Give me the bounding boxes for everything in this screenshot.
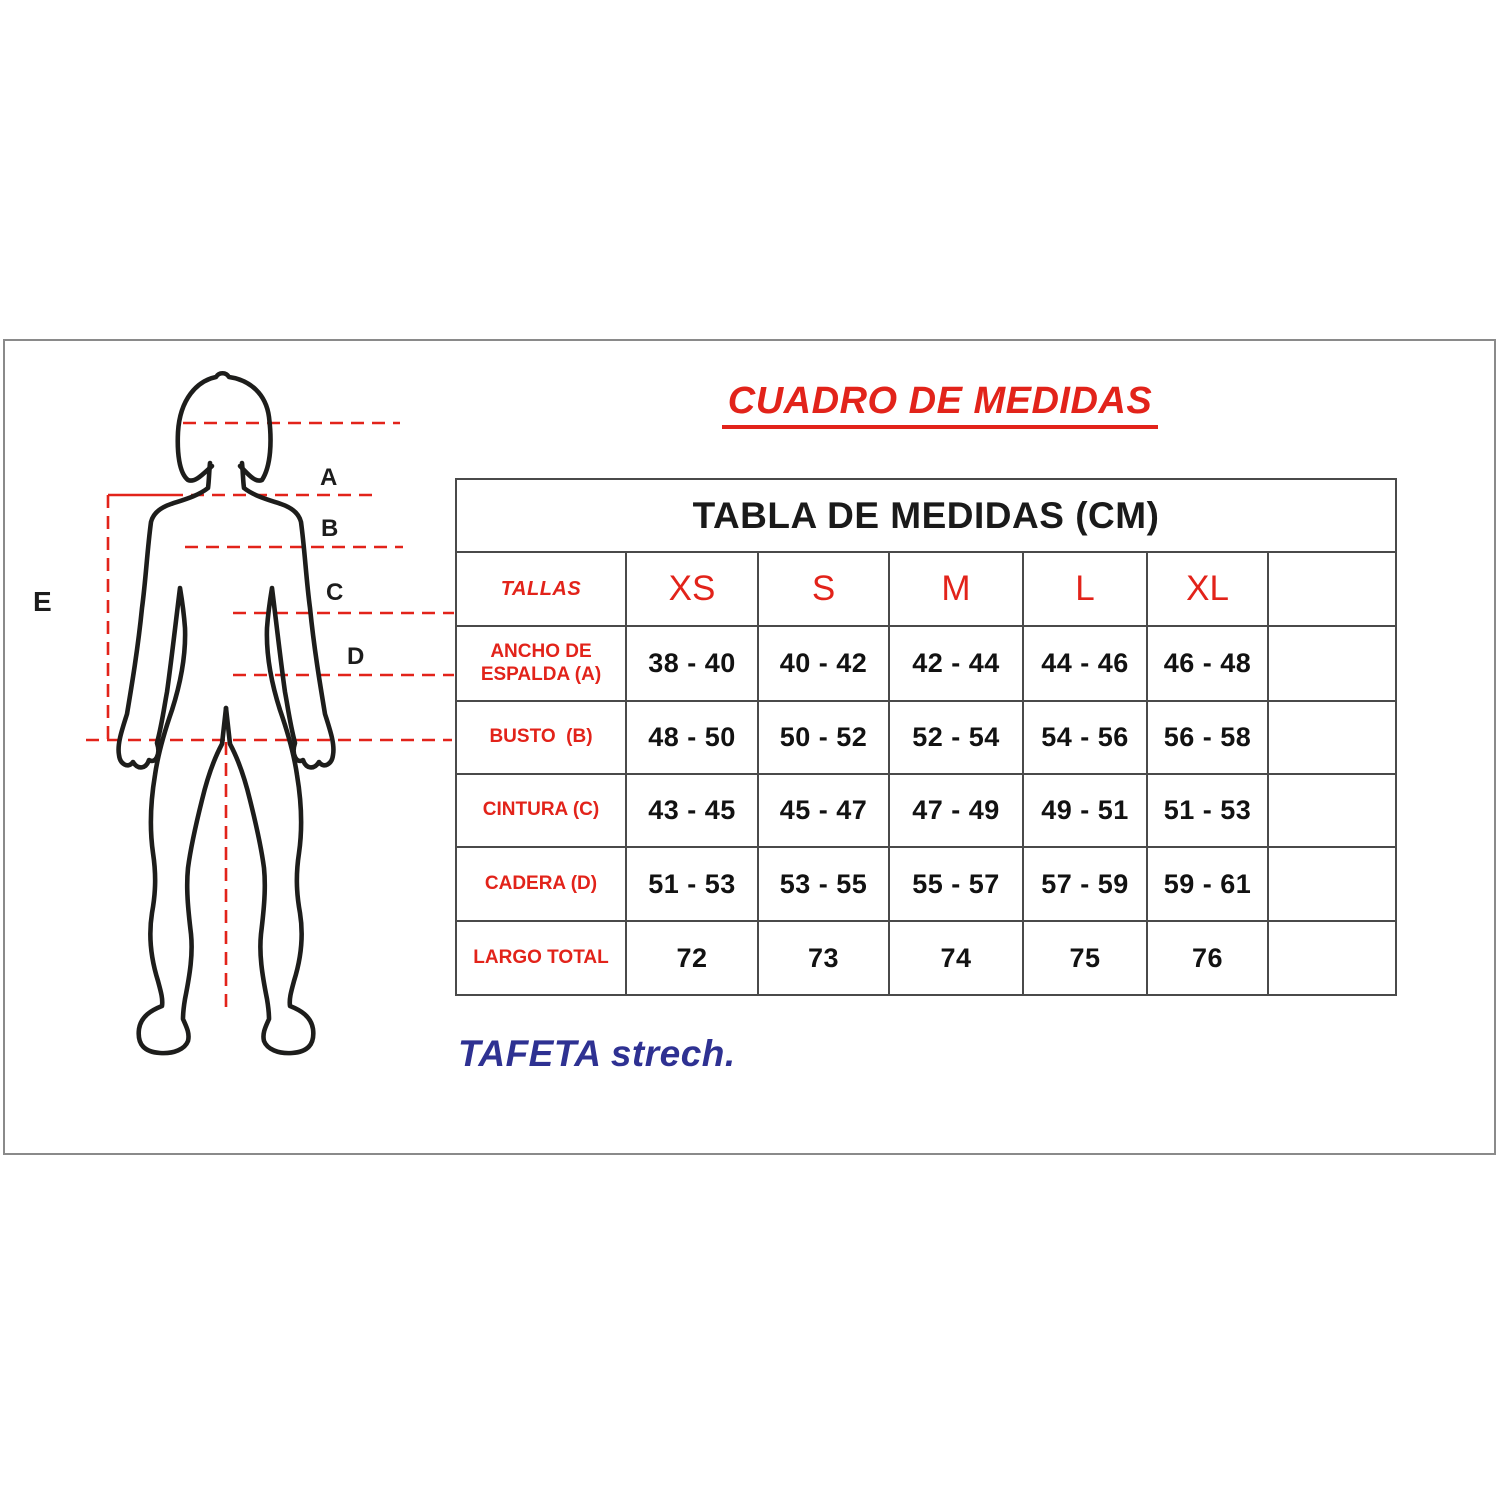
measure-label-a: A <box>320 464 338 491</box>
value-cell: 51 - 53 <box>1147 774 1268 847</box>
row-label: ANCHO DE ESPALDA (A) <box>456 626 626 701</box>
value-cell: 47 - 49 <box>889 774 1023 847</box>
value-cell: 42 - 44 <box>889 626 1023 701</box>
row-label: CINTURA (C) <box>456 774 626 847</box>
row-label: BUSTO (B) <box>456 701 626 774</box>
value-cell: 46 - 48 <box>1147 626 1268 701</box>
value-cell: 53 - 55 <box>758 847 889 921</box>
value-cell: 75 <box>1023 921 1147 995</box>
value-cell: 55 - 57 <box>889 847 1023 921</box>
value-cell: 43 - 45 <box>626 774 758 847</box>
value-cell: 72 <box>626 921 758 995</box>
sizes-row <box>456 552 1396 626</box>
empty-cell <box>1268 552 1396 626</box>
empty-cell <box>1268 774 1396 847</box>
value-cell: 51 - 53 <box>626 847 758 921</box>
fabric-note: TAFETA strech. <box>458 1033 736 1074</box>
value-cell: 45 - 47 <box>758 774 889 847</box>
measure-label-b: B <box>321 515 339 542</box>
value-cell: 57 - 59 <box>1023 847 1147 921</box>
value-cell: 73 <box>758 921 889 995</box>
table-header-row <box>456 479 1396 552</box>
empty-cell <box>1268 847 1396 921</box>
body-outline-left <box>119 463 226 1053</box>
empty-cell <box>1268 921 1396 995</box>
value-cell: 49 - 51 <box>1023 774 1147 847</box>
row-label: CADERA (D) <box>456 847 626 921</box>
size-col-header-s: S <box>758 552 889 626</box>
value-cell: 38 - 40 <box>626 626 758 701</box>
value-cell: 40 - 42 <box>758 626 889 701</box>
value-cell: 59 - 61 <box>1147 847 1268 921</box>
size-col-header-l: L <box>1023 552 1147 626</box>
row-label: LARGO TOTAL <box>456 921 626 995</box>
value-cell: 76 <box>1147 921 1268 995</box>
value-cell: 54 - 56 <box>1023 701 1147 774</box>
measure-label-d: D <box>347 643 365 670</box>
page-title-wrap <box>620 380 1260 429</box>
size-col-header-xl: XL <box>1147 552 1268 626</box>
value-cell: 74 <box>889 921 1023 995</box>
table-row <box>456 847 1396 921</box>
sizes-label-cell: TALLAS <box>456 552 626 626</box>
table-title: TABLA DE MEDIDAS (CM) <box>456 479 1396 552</box>
measure-label-c: C <box>326 579 344 606</box>
value-cell: 50 - 52 <box>758 701 889 774</box>
table-row <box>456 626 1396 701</box>
size-col-header-m: M <box>889 552 1023 626</box>
page-title: CUADRO DE MEDIDAS <box>722 380 1158 429</box>
empty-cell <box>1268 626 1396 701</box>
size-col-header-xs: XS <box>626 552 758 626</box>
value-cell: 48 - 50 <box>626 701 758 774</box>
size-table <box>455 478 1397 996</box>
table-row <box>456 701 1396 774</box>
empty-cell <box>1268 701 1396 774</box>
body-outline-right <box>226 463 333 1053</box>
value-cell: 44 - 46 <box>1023 626 1147 701</box>
table-row <box>456 774 1396 847</box>
table-row <box>456 921 1396 995</box>
hair-outline <box>178 373 271 480</box>
value-cell: 56 - 58 <box>1147 701 1268 774</box>
value-cell: 52 - 54 <box>889 701 1023 774</box>
measure-label-e: E <box>33 586 52 617</box>
